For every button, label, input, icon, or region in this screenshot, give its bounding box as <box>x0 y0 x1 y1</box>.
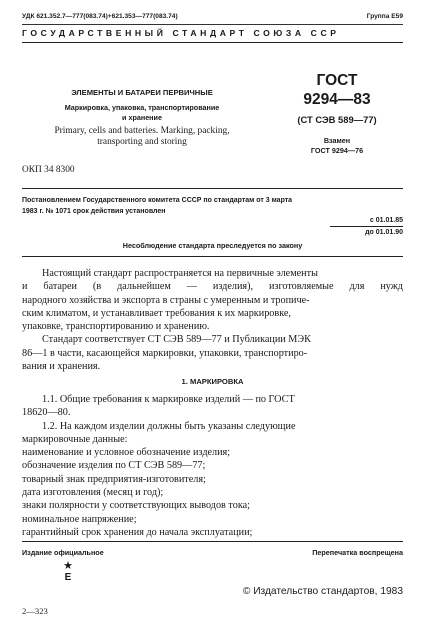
page-code: 2—323 <box>22 606 48 616</box>
replace-gost: ГОСТ 9294—76 <box>310 146 364 155</box>
header-rule-bottom <box>22 42 403 43</box>
decree-block <box>22 196 403 217</box>
intro-line: вания и хранения. <box>22 361 101 373</box>
section-line: 1.2. На каждом изделии должны быть указаны следующие <box>42 420 296 432</box>
intro-line: 86—1 в части, касающейся маркировки, упаковки, транспортиро- <box>22 347 308 359</box>
section-line: обозначение изделия по СТ СЭВ 589—77; <box>22 460 206 472</box>
reprint-prohibited: Перепечатка воспрещена <box>312 548 403 557</box>
ru-subtitle-2: и хранение <box>122 113 162 122</box>
intro-line: и батареи (в дальнейшем — изделия), изготовляемые для нужд <box>22 281 403 293</box>
gost-number: 9294—83 <box>303 91 371 108</box>
star-icon: ★ <box>63 560 73 572</box>
decree-rule <box>22 256 403 257</box>
en-title-1: Primary, cells and batteries. Marking, packing, <box>54 126 230 136</box>
standard-banner: ГОСУДАРСТВЕННЫЙ СТАНДАРТ СОЮЗА ССР <box>22 28 340 38</box>
intro-line: Стандарт соответствует СТ СЭВ 589—77 и Публикации МЭК <box>42 334 311 346</box>
section-line: знаки полярности у соответствующих выводов тока; <box>22 500 250 512</box>
section-line: маркировочные данные: <box>22 433 128 445</box>
intro-line: народного хозяйства и экспорта в страны с умеренным и тропиче- <box>22 294 310 306</box>
section-line: товарный знак предприятия-изготовителя; <box>22 473 206 485</box>
okp-code: ОКП 34 8300 <box>22 165 75 175</box>
intro-line: Настоящий стандарт распространяется на первичные элементы <box>42 268 318 279</box>
legal-notice: Несоблюдение стандарта преследуется по закону <box>122 241 303 250</box>
en-title-2: transporting and storing <box>97 137 187 147</box>
decree-line-2: 1983 г. № 1071 срок действия установлен <box>22 207 166 215</box>
quality-mark: Е <box>64 572 72 583</box>
section-line: наименование и условное обозначение изделия; <box>22 447 231 459</box>
header-rule-top <box>22 24 403 25</box>
section-line: номинальное напряжение; <box>22 513 137 525</box>
section-line: дата изготовления (месяц и год); <box>22 487 164 499</box>
gost-label: ГОСТ <box>316 72 358 89</box>
intro-line: упаковке, транспортированию и хранению. <box>22 321 210 333</box>
intro-line: ским климатом, и устанавливает требования к их маркировке, <box>22 307 291 319</box>
ru-subtitle-1: Маркировка, упаковка, транспортирование <box>64 103 220 112</box>
st-sev: (СТ СЭВ 589—77) <box>297 114 377 125</box>
section-line: гарантийный срок хранения до начала эксплуатации; <box>22 526 253 538</box>
section-text <box>22 393 403 539</box>
intro-text <box>22 267 403 373</box>
section-title: 1. МАРКИРОВКА <box>181 377 244 386</box>
gost-block <box>278 72 396 156</box>
replace-label: Взамен <box>323 136 351 145</box>
title-block-rule <box>22 188 403 189</box>
validity-to: до 01.01.90 <box>365 229 403 236</box>
footer-rule <box>22 541 403 542</box>
udk-code: УДК 621.352.7—777(083.74)+621.353—777(083.74) <box>22 13 178 20</box>
section-line: 18620—80. <box>22 407 71 419</box>
ru-title: ЭЛЕМЕНТЫ И БАТАРЕИ ПЕРВИЧНЫЕ <box>71 88 213 97</box>
copyright: © Издательство стандартов, 1983 <box>242 586 403 597</box>
official-edition: Издание официальное <box>22 548 104 557</box>
group-code: Группа Е59 <box>366 13 403 20</box>
section-line: 1.1. Общие требования к маркировке изделий — по ГОСТ <box>42 394 295 405</box>
title-left-block <box>22 88 262 148</box>
validity-from: с 01.01.85 <box>330 216 403 227</box>
decree-line-1: Постановлением Государственного комитета СССР по стандартам от 3 марта <box>22 197 293 204</box>
